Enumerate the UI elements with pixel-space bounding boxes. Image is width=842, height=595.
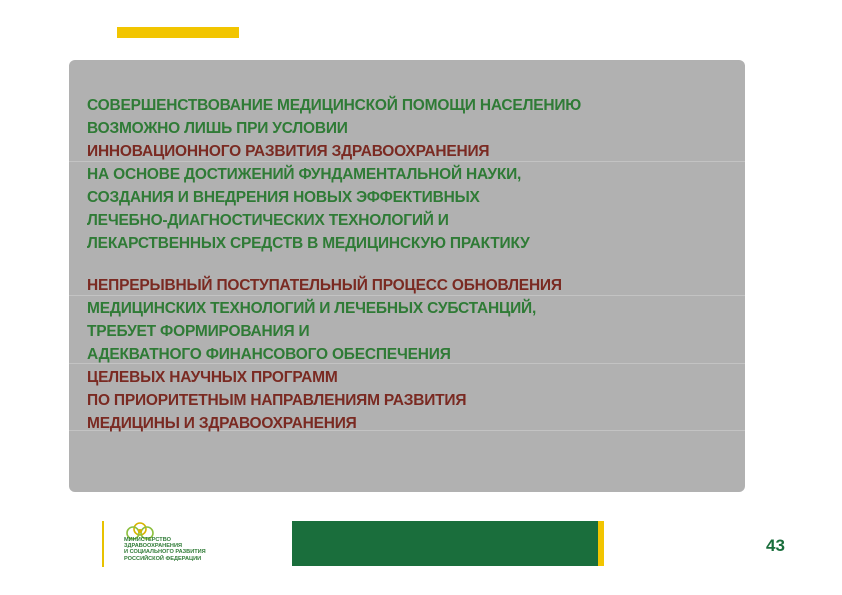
ministry-line-4: РОССИЙСКОЙ ФЕДЕРАЦИИ — [124, 555, 202, 562]
statement-1-line-7: ЛЕКАРСТВЕННЫХ СРЕДСТВ В МЕДИЦИНСКУЮ ПРАКТИКУ — [87, 235, 530, 252]
top-accent-bar — [117, 27, 239, 38]
ministry-name — [124, 537, 206, 562]
statement-1-line-5: СОЗДАНИЯ И ВНЕДРЕНИЯ НОВЫХ ЭФФЕКТИВНЫХ — [87, 189, 480, 206]
ministry-logo — [102, 521, 264, 567]
statement-2-line-7: МЕДИЦИНЫ И ЗДРАВООХРАНЕНИЯ — [87, 415, 357, 432]
statement-1-line-3: ИННОВАЦИОННОГО РАЗВИТИЯ ЗДРАВООХРАНЕНИЯ — [87, 143, 490, 160]
statement-2-line-2: МЕДИЦИНСКИХ ТЕХНОЛОГИЙ И ЛЕЧЕБНЫХ СУБСТАНЦИЙ, — [87, 300, 537, 317]
statement-1-line-6: ЛЕЧЕБНО-ДИАГНОСТИЧЕСКИХ ТЕХНОЛОГИЙ И — [87, 212, 449, 229]
ministry-line-3: И СОЦИАЛЬНОГО РАЗВИТИЯ — [124, 549, 206, 556]
statement-2-line-3: ТРЕБУЕТ ФОРМИРОВАНИЯ И — [87, 323, 310, 340]
ministry-line-2: ЗДРАВООХРАНЕНИЯ — [124, 543, 183, 550]
statement-2-line-4: АДЕКВАТНОГО ФИНАНСОВОГО ОБЕСПЕЧЕНИЯ — [87, 346, 451, 363]
content-panel — [69, 60, 745, 492]
statement-2-line-6: ПО ПРИОРИТЕТНЫМ НАПРАВЛЕНИЯМ РАЗВИТИЯ — [87, 392, 467, 409]
statement-1-line-2: ВОЗМОЖНО ЛИШЬ ПРИ УСЛОВИИ — [87, 120, 348, 137]
ministry-line-1: МИНИСТЕРСТВО — [124, 537, 171, 543]
statement-block-2 — [87, 274, 737, 435]
statement-2-line-5: ЦЕЛЕВЫХ НАУЧНЫХ ПРОГРАММ — [87, 369, 338, 386]
statement-1-line-4: НА ОСНОВЕ ДОСТИЖЕНИЙ ФУНДАМЕНТАЛЬНОЙ НАУКИ, — [87, 166, 522, 183]
footer-green-bar — [292, 521, 598, 566]
footer-yellow-accent — [598, 521, 604, 566]
statement-1-line-1: СОВЕРШЕНСТВОВАНИЕ МЕДИЦИНСКОЙ ПОМОЩИ НАСЕЛЕНИЮ — [87, 97, 582, 114]
statement-2-line-1: НЕПРЕРЫВНЫЙ ПОСТУПАТЕЛЬНЫЙ ПРОЦЕСС ОБНОВЛЕНИЯ — [87, 277, 562, 294]
statement-block-1 — [87, 94, 737, 255]
page-number: 43 — [766, 536, 785, 555]
